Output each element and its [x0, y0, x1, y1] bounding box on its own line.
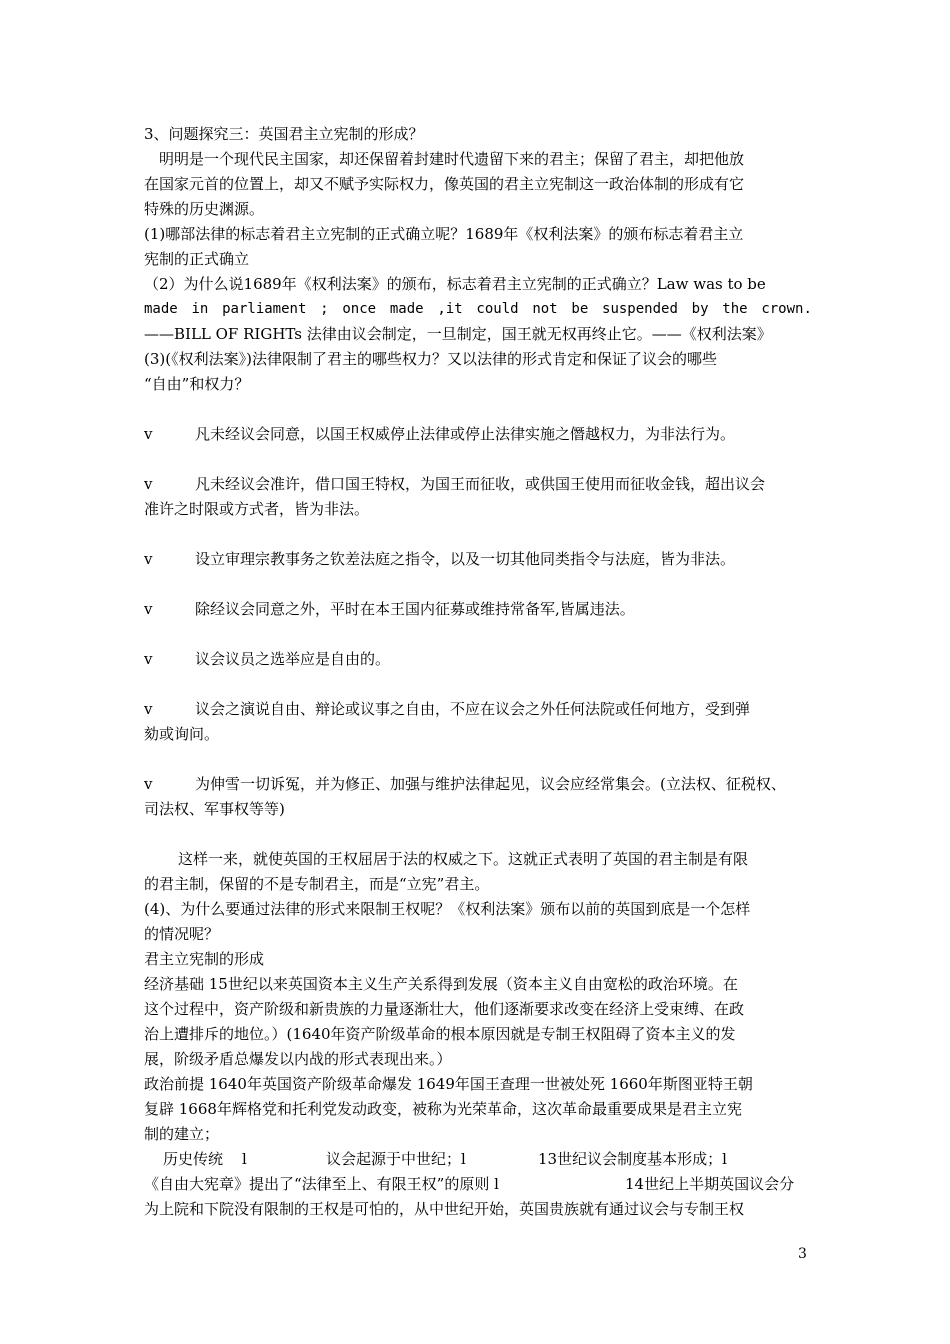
english-word: ; — [320, 301, 329, 317]
economic-line: 这个过程中，资产阶级和新贵族的力量逐渐壮大，他们逐渐要求改变在经济上受束缚、在政 — [144, 1000, 745, 1018]
question-4 — [144, 897, 812, 947]
english-word: made — [389, 301, 424, 317]
english-word: ,it — [437, 301, 463, 317]
economic-line: 治上遭排斥的地位。）(1640年资产阶级革命的根本原因就是专制王权阻碍了资本主义的发 — [144, 1025, 736, 1043]
list-item-text: 凡未经议会准许，借口国王特权，为国王而征收，或供国王使用而征收金钱，超出议会 — [195, 475, 766, 493]
english-word: parliament — [222, 301, 307, 317]
list-item — [144, 472, 812, 522]
english-word: be — [571, 301, 589, 317]
question-1 — [144, 222, 812, 272]
question-1-line: 宪制的正式确立 — [144, 250, 250, 268]
question-1-line: (1)哪部法律的标志着君主立宪制的正式确立呢？1689年《权利法案》的颁布标志着君主立 — [144, 225, 744, 243]
question-2 — [144, 272, 812, 347]
tradition-item: 议会起源于中世纪；l — [326, 1150, 466, 1168]
list-item-text: 凡未经议会同意，以国王权威停止法律或停止法律实施之僭越权力，为非法行为。 — [195, 425, 736, 443]
tradition-item: 13世纪议会制度基本形成；l — [538, 1150, 727, 1168]
intro-paragraph — [144, 147, 812, 222]
english-word: suspended — [602, 301, 678, 317]
list-item — [144, 547, 812, 572]
intro-line: 特殊的历史渊源。 — [144, 200, 265, 218]
historical-tradition-row — [144, 1147, 812, 1172]
tradition-item: 《自由大宪章》提出了“法律至上、有限王权”的原则 l — [144, 1175, 499, 1193]
list-item-text: 司法权、军事权等等) — [144, 800, 285, 818]
economic-line: 经济基础 15世纪以来英国资本主义生产关系得到发展（资本主义自由宽松的政治环境。在 — [144, 975, 738, 993]
bullet-mark: v — [144, 475, 153, 493]
list-item-text: 准许之时限或方式者，皆为非法。 — [144, 500, 370, 518]
english-word: not — [532, 301, 558, 317]
list-item-text: 劾或询问。 — [144, 725, 220, 743]
bullet-mark: v — [144, 425, 153, 443]
intro-line: 在国家元首的位置上，却又不赋予实际权力，像英国的君主立宪制这一政治体制的形成有它 — [144, 175, 745, 193]
english-word: once — [342, 301, 377, 317]
intro-line: 明明是一个现代民主国家，却还保留着封建时代遗留下来的君主；保留了君主，却把他放 — [159, 150, 745, 168]
list-item-text: 除经议会同意之外，平时在本王国内征募或维持常备军,皆属违法。 — [195, 600, 635, 618]
question-3-line: (3)(《权利法案》)法律限制了君主的哪些权力？又以法律的形式肯定和保证了议会的哪些 — [144, 350, 717, 368]
conclusion-paragraph — [144, 847, 812, 897]
bullet-mark: v — [144, 775, 153, 793]
question-2-line: ——BILL OF RIGHTs 法律由议会制定，一旦制定，国王就无权再终止它。——《权利法案》 — [144, 325, 772, 343]
list-item-text: 议会之演说自由、辩论或议事之自由，不应在议会之外任何法院或任何地方，受到弹 — [195, 700, 751, 718]
bullet-mark: v — [144, 650, 153, 668]
political-line: 政治前提 1640年英国资产阶级革命爆发 1649年国王查理一世被处死 1660年斯图亚特王朝 — [144, 1075, 753, 1093]
bullet-mark: v — [144, 550, 153, 568]
tradition-marker: l — [242, 1150, 247, 1168]
conclusion-line: 的君主制，保留的不是专制君主，而是“立宪”君主。 — [144, 875, 490, 893]
english-word: the — [722, 301, 748, 317]
formation-title: 君主立宪制的形成 — [144, 950, 265, 968]
list-item-text: 为伸雪一切诉冤，并为修正、加强与维护法律起见，议会应经常集会。(立法权、征税权、 — [195, 775, 786, 793]
question-2-english-line — [144, 297, 812, 322]
tradition-line: 为上院和下院没有限制的王权是可怕的，从中世纪开始，英国贵族就有通过议会与专制王权 — [144, 1200, 745, 1218]
question-2-line: （2）为什么说1689年《权利法案》的颁布，标志着君主立宪制的正式确立？Law was to be — [144, 275, 766, 293]
conclusion-line: 这样一来，就使英国的王权屈居于法的权威之下。这就正式表明了英国的君主制是有限 — [178, 850, 749, 868]
list-item — [144, 422, 812, 447]
economic-line: 展，阶级矛盾总爆发以内战的形式表现出来。） — [144, 1050, 452, 1068]
english-word: made — [144, 301, 178, 317]
list-item-text: 议会议员之选举应是自由的。 — [195, 650, 391, 668]
section-heading: 3、问题探究三：英国君主立宪制的形成？ — [144, 125, 424, 143]
english-word: crown. — [761, 301, 812, 317]
historical-tradition — [144, 1147, 812, 1222]
question-4-line: (4)、为什么要通过法律的形式来限制王权呢？《权利法案》颁布以前的英国到底是一个怎样 — [144, 900, 751, 918]
bill-of-rights-list — [144, 422, 812, 822]
list-item — [144, 772, 812, 822]
tradition-item: 14世纪上半期英国议会分 — [625, 1175, 795, 1193]
question-3 — [144, 347, 812, 397]
political-line: 复辟 1668年辉格党和托利党发动政变，被称为光荣革命，这次革命最重要成果是君主立宪 — [144, 1100, 742, 1118]
question-4-line: 的情况呢？ — [144, 925, 220, 943]
bullet-mark: v — [144, 700, 153, 718]
historical-tradition-label: 历史传统 — [163, 1150, 224, 1168]
page-number: 3 — [798, 1246, 807, 1262]
economic-foundation — [144, 972, 812, 1072]
list-item-text: 设立审理宗教事务之钦差法庭之指令，以及一切其他同类指令与法庭，皆为非法。 — [195, 550, 736, 568]
list-item — [144, 597, 812, 622]
list-item — [144, 647, 812, 672]
english-word: in — [191, 301, 209, 317]
list-item — [144, 697, 812, 747]
question-3-line: “自由”和权力？ — [144, 375, 250, 393]
political-line: 制的建立； — [144, 1125, 220, 1143]
historical-tradition-row — [144, 1172, 812, 1197]
political-premise — [144, 1072, 812, 1147]
bullet-mark: v — [144, 600, 153, 618]
english-word: could — [476, 301, 519, 317]
document-body — [144, 122, 812, 1222]
english-word: by — [691, 301, 709, 317]
